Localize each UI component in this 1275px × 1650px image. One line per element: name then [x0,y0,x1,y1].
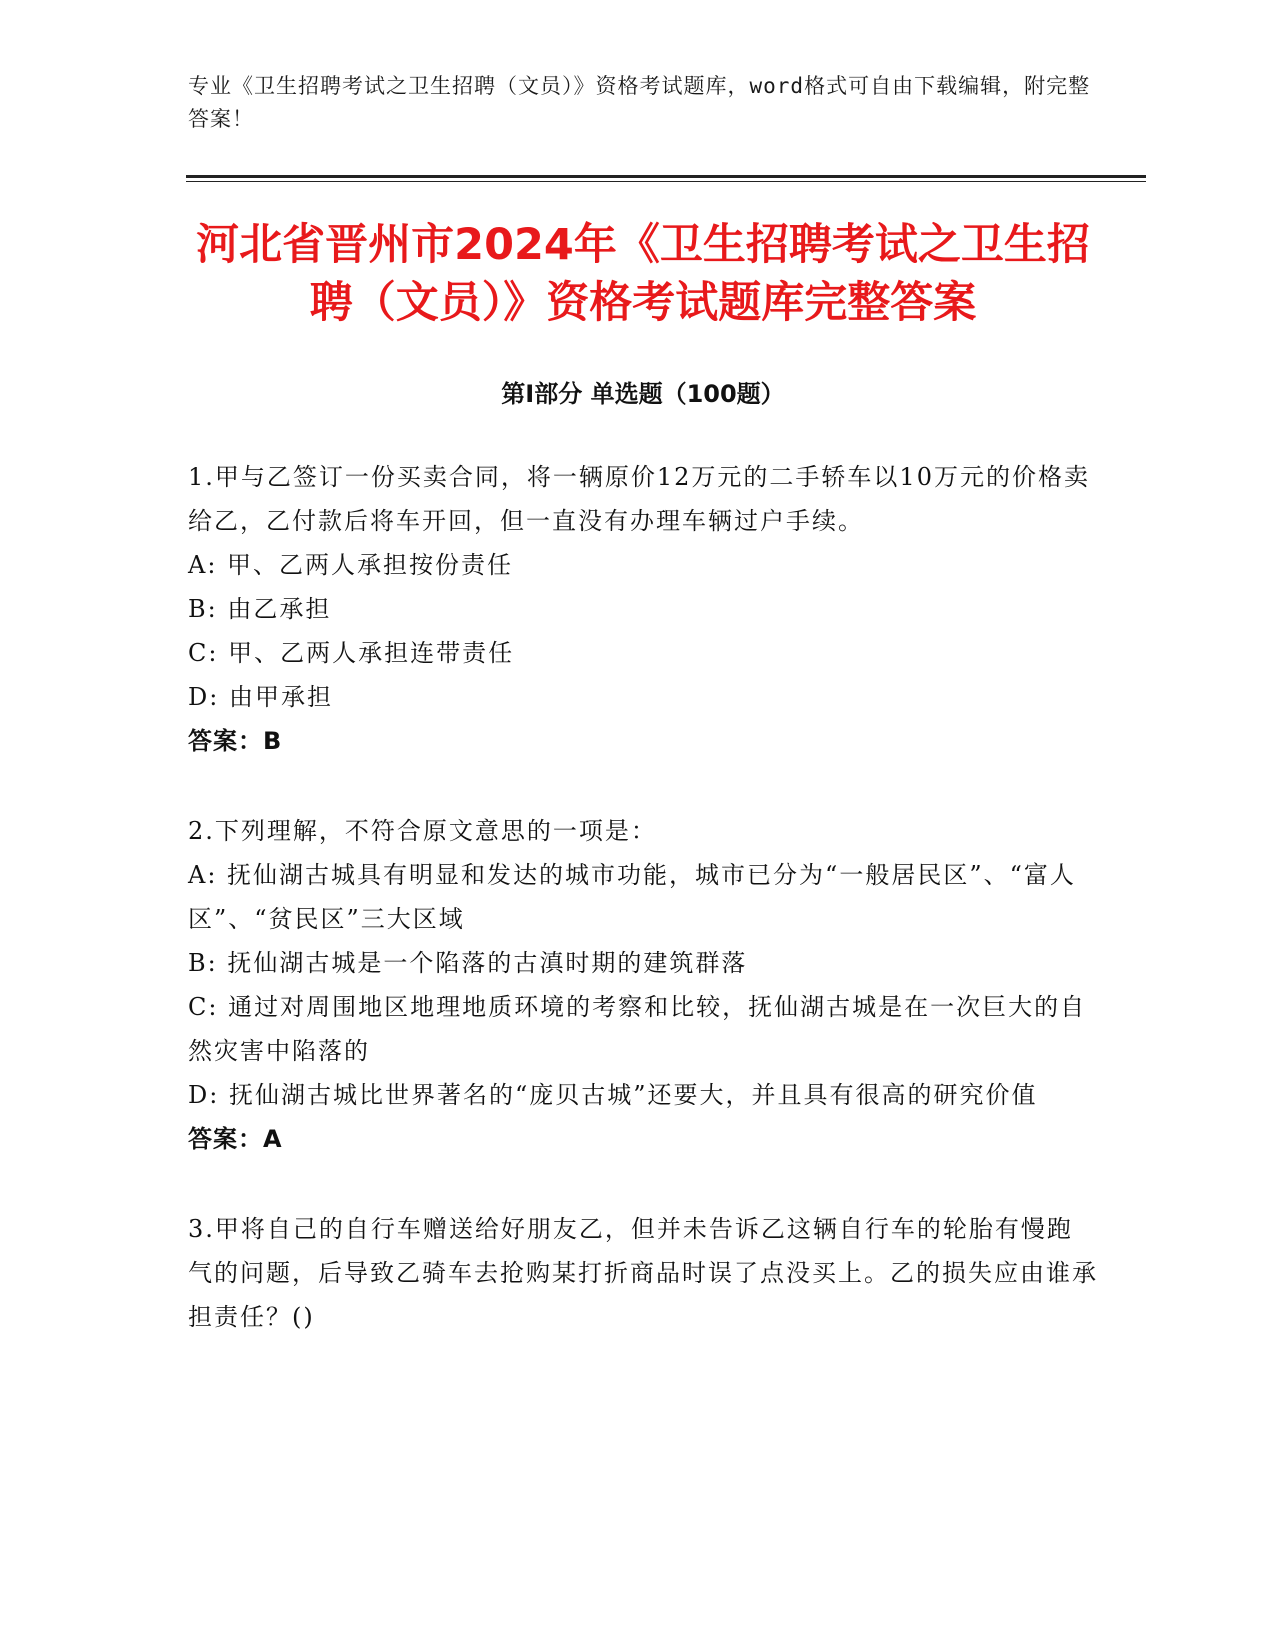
question-block [188,809,1098,1161]
answer-option: D: 抚仙湖古城比世界著名的“庞贝古城”还要大，并且具有很高的研究价值 [188,1081,1038,1109]
question-block [188,1207,1098,1339]
answer-option: A: 甲、乙两人承担按份责任 [188,551,514,579]
question-text: 1.甲与乙签订一份买卖合同，将一辆原价12万元的二手轿车以10万元的价格卖给乙，乙付款后将车开回，但一直没有办理车辆过户手续。 [188,463,1090,535]
document-page [188,70,1098,1385]
question-list [188,455,1098,1339]
header-rule-thick [186,175,1146,178]
header-rule [186,175,1146,182]
answer-option: C: 甲、乙两人承担连带责任 [188,639,515,667]
answer-line [188,1117,1098,1161]
answer-value: B [263,727,283,755]
answer-value: A [263,1125,283,1153]
question-block [188,455,1098,763]
document-title: 河北省晋州市2024年《卫生招聘考试之卫生招聘（文员）》资格考试题库完整答案 [196,220,1090,328]
section-title: 第Ⅰ部分 单选题（100题） [501,380,785,408]
answer-option: B: 抚仙湖古城是一个陷落的古滇时期的建筑群落 [188,949,748,977]
answer-option: B: 由乙承担 [188,595,332,623]
answer-option: D: 由甲承担 [188,683,333,711]
answer-line [188,719,1098,763]
answer-prefix: 答案： [188,1125,263,1153]
header-note: 专业《卫生招聘考试之卫生招聘（文员）》资格考试题库，word格式可自由下载编辑，附完整答案！ [188,74,1091,131]
answer-prefix: 答案： [188,727,263,755]
answer-option: C: 通过对周围地区地理地质环境的考察和比较，抚仙湖古城是在一次巨大的自然灾害中陷落的 [188,993,1087,1065]
question-text: 2.下列理解，不符合原文意思的一项是： [188,817,657,845]
answer-option: A: 抚仙湖古城具有明显和发达的城市功能，城市已分为“一般居民区”、“富人区”、“贫民区”三大区域 [188,861,1076,933]
header-rule-thin [186,181,1146,182]
question-text: 3.甲将自己的自行车赠送给好朋友乙，但并未告诉乙这辆自行车的轮胎有慢跑气的问题，后导致乙骑车去抢购某打折商品时误了点没买上。乙的损失应由谁承担责任？() [188,1215,1098,1331]
